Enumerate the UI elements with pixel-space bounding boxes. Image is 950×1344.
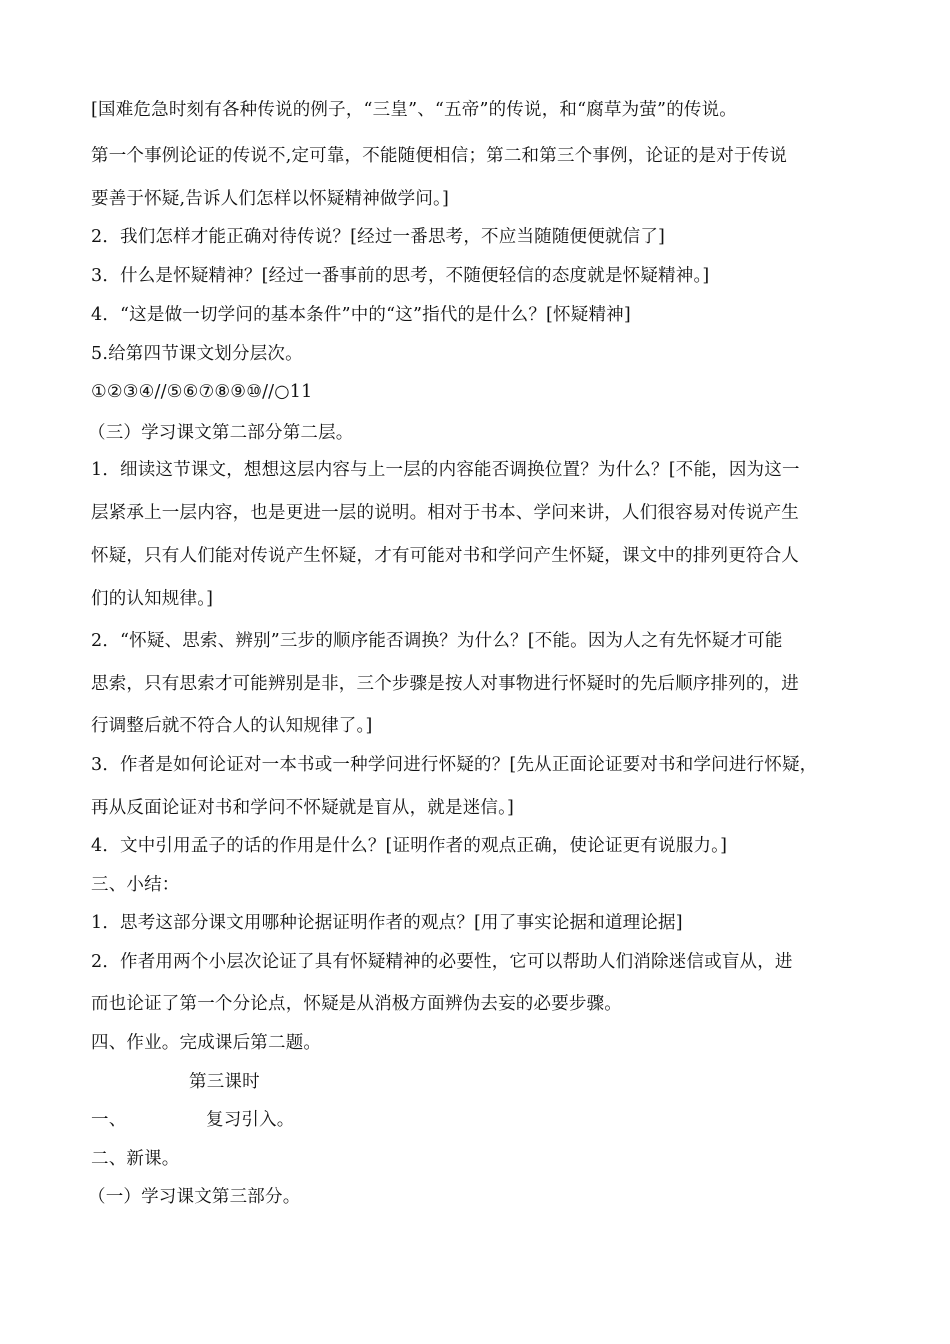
text-line: 2．作者用两个小层次论证了具有怀疑精神的必要性，它可以帮助人们消除迷信或盲从，进 bbox=[91, 952, 793, 972]
section-heading: 三、小结： bbox=[91, 875, 180, 895]
section-heading: 四、作业。完成课后第二题。 bbox=[91, 1033, 322, 1053]
section-heading: 复习引入。 bbox=[206, 1110, 295, 1130]
section-number: 一、 bbox=[91, 1110, 127, 1130]
text-line: 层紧承上一层内容，也是更进一层的说明。相对于书本、学问来讲，人们很容易对传说产生 bbox=[91, 503, 799, 523]
text-line: 3．作者是如何论证对一本书或一种学问进行怀疑的？[先从正面论证要对书和学问进行怀疑， bbox=[91, 755, 818, 775]
section-heading: （三）学习课文第二部分第二层。 bbox=[88, 423, 354, 443]
section-heading: （一）学习课文第三部分。 bbox=[88, 1187, 301, 1207]
text-line: 怀疑，只有人们能对传说产生怀疑，才有可能对书和学问产生怀疑，课文中的排列更符合人 bbox=[91, 546, 799, 566]
text-line: 2．我们怎样才能正确对待传说？[经过一番思考，不应当随随便便就信了] bbox=[91, 227, 666, 247]
text-line: 要善于怀疑,告诉人们怎样以怀疑精神做学问。] bbox=[91, 189, 450, 209]
lesson-title: 第三课时 bbox=[189, 1072, 260, 1092]
text-line: [国难危急时刻有各种传说的例子，“三皇”、“五帝”的传说，和“腐草为萤”的传说。 bbox=[91, 100, 738, 120]
text-line: 思索，只有思索才可能辨别是非，三个步骤是按人对事物进行怀疑时的先后顺序排列的，进 bbox=[91, 674, 799, 694]
text-line: 4．“这是做一切学问的基本条件”中的“这”指代的是什么？[怀疑精神] bbox=[91, 305, 631, 325]
text-line: ①②③④//⑤⑥⑦⑧⑨⑩//○11 bbox=[91, 382, 313, 402]
text-line: 3．什么是怀疑精神？[经过一番事前的思考，不随便轻信的态度就是怀疑精神。] bbox=[91, 266, 710, 286]
text-line: 们的认知规律。] bbox=[91, 589, 214, 609]
text-line: 而也论证了第一个分论点，怀疑是从消极方面辨伪去妄的必要步骤。 bbox=[91, 994, 622, 1014]
text-line: 1．细读这节课文，想想这层内容与上一层的内容能否调换位置？为什么？[不能，因为这一 bbox=[91, 460, 800, 480]
section-heading: 二、新课。 bbox=[91, 1149, 180, 1169]
text-line: 1．思考这部分课文用哪种论据证明作者的观点？[用了事实论据和道理论据] bbox=[91, 913, 683, 933]
text-line: 第一个事例论证的传说不,定可靠，不能随便相信；第二和第三个事例，论证的是对于传说 bbox=[91, 146, 788, 166]
text-line: 2．“怀疑、思索、辨别”三步的顺序能否调换？为什么？[不能。因为人之有先怀疑才可能 bbox=[91, 631, 783, 651]
text-line: 行调整后就不符合人的认知规律了。] bbox=[91, 716, 373, 736]
text-line: 4．文中引用孟子的话的作用是什么？[证明作者的观点正确，使论证更有说服力。] bbox=[91, 836, 728, 856]
text-line: 5.给第四节课文划分层次。 bbox=[91, 344, 303, 364]
text-line: 再从反面论证对书和学问不怀疑就是盲从，就是迷信。] bbox=[91, 798, 515, 818]
